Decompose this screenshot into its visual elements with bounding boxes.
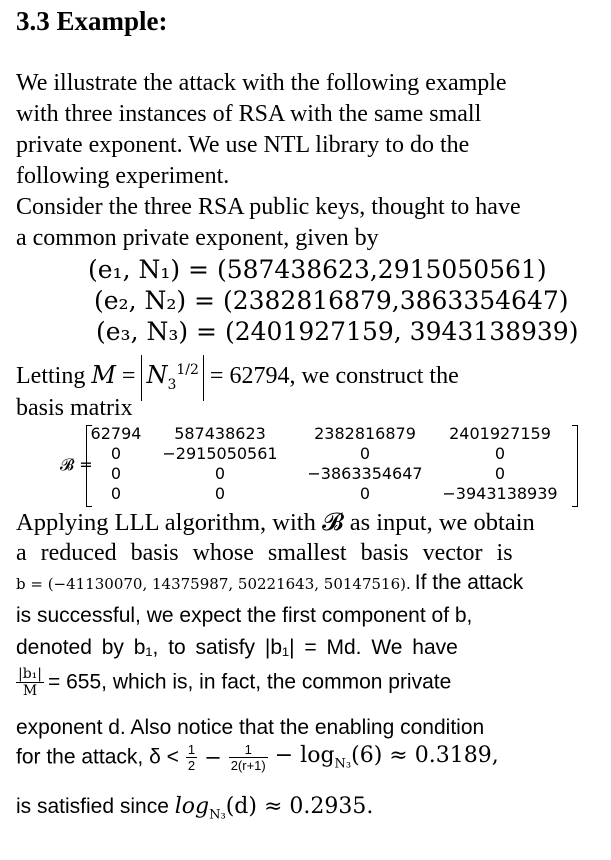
sqrt-exponent: 1/2 bbox=[176, 362, 199, 378]
ratio-line bbox=[16, 666, 451, 699]
condition-line bbox=[16, 742, 499, 773]
successful-line-2: denoted by b₁, to satisfy |b₁| = Md. We have bbox=[16, 636, 458, 659]
key-equation-2: (e₂, N₂) = (2382816879,3863354647) bbox=[94, 286, 569, 315]
r-denominator: 2(r+1) bbox=[230, 758, 266, 773]
applying-line-1: Applying LLL algorithm, with 𝓑 as input, we obtain bbox=[16, 509, 535, 536]
key-equation-3: (e₃, N₃) = (2401927159, 3943138939) bbox=[96, 317, 579, 346]
satisfied-line bbox=[16, 794, 373, 822]
letting-value: = 62794, bbox=[203, 363, 296, 389]
intro-line-2: with three instances of RSA with the same small bbox=[16, 101, 482, 127]
letting-prefix: Letting bbox=[16, 363, 92, 389]
intro-line-4: following experiment. bbox=[16, 163, 230, 189]
intro-line-6: a common private exponent, given by bbox=[16, 225, 379, 251]
exponent-line: exponent d. Also notice that the enabling condition bbox=[16, 716, 485, 739]
b1-over-m-fraction bbox=[16, 666, 44, 699]
vector-b: b = (−41130070, 14375987, 50221643, 50147516). bbox=[16, 575, 411, 593]
matrix-cell: −3863354647 bbox=[307, 464, 423, 483]
matrix-right-bracket bbox=[572, 425, 578, 507]
matrix-cell: 0 bbox=[110, 484, 122, 503]
matrix-cell: 0 bbox=[110, 444, 122, 463]
matrix-label: 𝓑 = bbox=[60, 455, 93, 474]
fraction-numerator: |b₁| bbox=[18, 666, 43, 682]
intro-line-1: We illustrate the attack with the following example bbox=[16, 70, 507, 96]
matrix-cell: 0 bbox=[494, 464, 506, 483]
matrix-cell: 0 bbox=[359, 484, 371, 503]
matrix-cell: −2915050561 bbox=[162, 444, 278, 463]
applying-line-2: a reduced basis whose smallest basis vector is bbox=[16, 540, 513, 566]
matrix-cell: 0 bbox=[359, 444, 371, 463]
letting-equals: = bbox=[115, 363, 142, 389]
satisfied-prefix: is satisfied since bbox=[16, 795, 175, 818]
r-fraction bbox=[229, 742, 268, 773]
successful-line-1: is successful, we expect the first component of b, bbox=[16, 604, 473, 627]
basis-matrix-line: basis matrix bbox=[16, 395, 133, 421]
matrix-cell: 0 bbox=[110, 464, 122, 483]
matrix-cell: 62794 bbox=[90, 424, 142, 443]
n3-symbol: N bbox=[146, 361, 168, 389]
ratio-text: = 655, which is, in fact, the common private bbox=[48, 670, 452, 694]
vector-line bbox=[16, 571, 523, 595]
vector-after: If the attack bbox=[414, 571, 524, 594]
intro-line-5: Consider the three RSA public keys, thought to have bbox=[16, 194, 521, 220]
fraction-denominator: M bbox=[22, 683, 38, 699]
basis-matrix bbox=[60, 425, 580, 505]
intro-line-3: private exponent. We use NTL library to do the bbox=[16, 132, 470, 158]
matrix-cell: −3943138939 bbox=[442, 484, 558, 503]
m-symbol: M bbox=[91, 361, 116, 389]
floor-expression bbox=[141, 355, 203, 401]
satisfied-log: $\log_{N_3}(d) \approx 0.2935$. bbox=[174, 794, 374, 823]
condition-log: − $\log_{N_3}(6) \approx 0.3189$, bbox=[274, 743, 499, 772]
half-denominator: 2 bbox=[187, 758, 196, 773]
matrix-cell: 2382816879 bbox=[314, 424, 416, 443]
half-fraction bbox=[186, 742, 197, 773]
n3-subscript: 3 bbox=[167, 376, 177, 393]
matrix-cell: 0 bbox=[214, 484, 226, 503]
matrix-cell: 0 bbox=[214, 464, 226, 483]
r-numerator: 1 bbox=[229, 742, 268, 758]
condition-prefix: for the attack, δ < bbox=[16, 745, 179, 769]
matrix-cell: 2401927159 bbox=[449, 424, 551, 443]
half-numerator: 1 bbox=[187, 742, 196, 757]
letting-suffix: we construct the bbox=[295, 363, 459, 389]
key-equation-1: (e₁, N₁) = (587438623,2915050561) bbox=[88, 255, 547, 284]
matrix-cell: 587438623 bbox=[174, 424, 266, 443]
matrix-cell: 0 bbox=[494, 444, 506, 463]
condition-minus: − bbox=[204, 745, 222, 770]
section-heading: 3.3 Example: bbox=[16, 6, 168, 36]
